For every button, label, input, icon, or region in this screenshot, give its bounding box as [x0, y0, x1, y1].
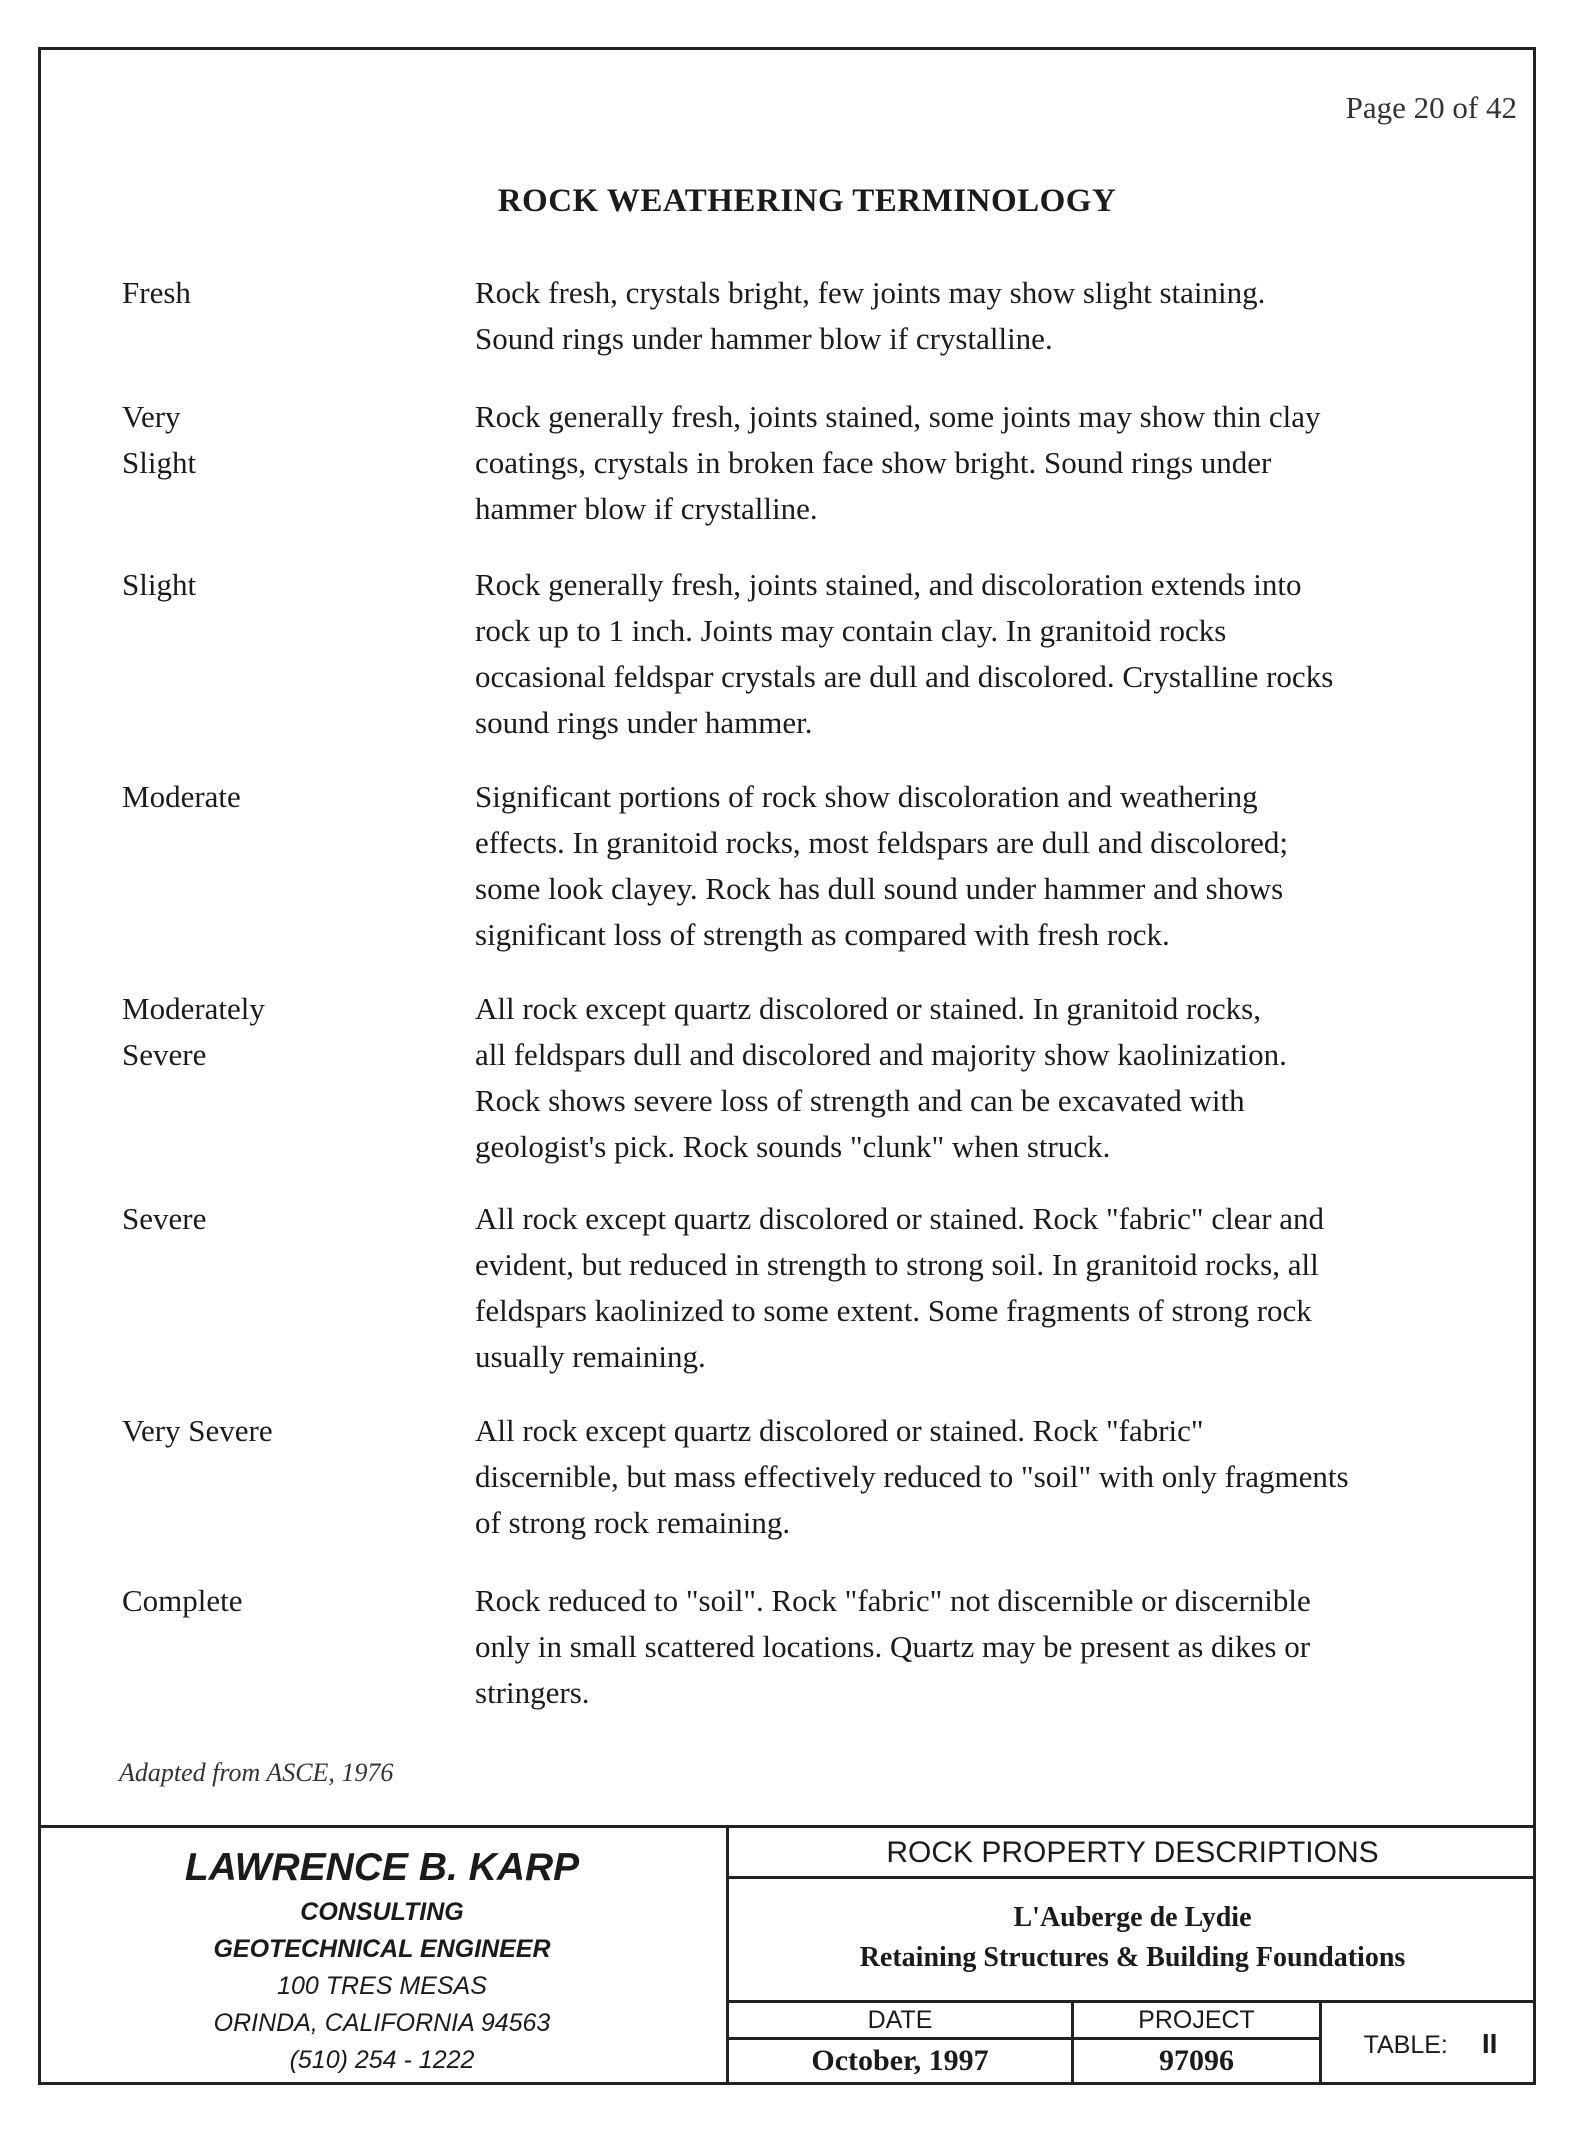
firm-line: (510) 254 - 1222: [289, 2046, 475, 2074]
term-label: Fresh: [122, 275, 191, 310]
date-label: DATE: [729, 2003, 1071, 2040]
term-description: Rock fresh, crystals bright, few joints may show slight staining. Sound rings under hammer blow if crystalline.: [475, 275, 1266, 356]
term-label: Moderately Severe: [122, 991, 265, 1072]
table-number: II: [1481, 2028, 1498, 2059]
source-note: Adapted from ASCE, 1976: [119, 1758, 394, 1787]
project-subtitle: Retaining Structures & Building Foundations: [859, 1942, 1406, 1973]
firm-info: [38, 1828, 726, 2085]
document-title: ROCK WEATHERING TERMINOLOGY: [497, 183, 1117, 219]
firm-name: LAWRENCE B. KARP: [184, 1846, 580, 1889]
term-description: All rock except quartz discolored or stained. In granitoid rocks, all feldspars dull and discolored and majority show kaolinization. Rock shows severe loss of strength and can be excavated with geologist's pick. Rock sounds "clunk" when struck.: [475, 991, 1287, 1164]
term-label: Moderate: [122, 779, 241, 814]
term-label: Very Severe: [122, 1413, 273, 1448]
project-number: 97096: [1159, 2044, 1234, 2077]
table-cell: [1322, 2003, 1539, 2085]
project-name: L'Auberge de Lydie: [1013, 1902, 1252, 1933]
term-label: Severe: [122, 1201, 207, 1236]
page-number: Page 20 of 42: [1345, 90, 1517, 125]
sheet-title: ROCK PROPERTY DESCRIPTIONS: [729, 1828, 1536, 1879]
project-info: [729, 1880, 1536, 2003]
firm-line: GEOTECHNICAL ENGINEER: [213, 1935, 551, 1963]
firm-line: CONSULTING: [300, 1898, 464, 1926]
firm-line: ORINDA, CALIFORNIA 94563: [213, 2009, 551, 2037]
term-description: All rock except quartz discolored or stained. Rock "fabric" clear and evident, but reduced in strength to strong soil. In granitoid rocks, all feldspars kaolinized to some extent. Some fragments of strong rock usually remaining.: [475, 1201, 1325, 1374]
term-description: Rock generally fresh, joints stained, some joints may show thin clay coatings, crystals in broken face show bright. Sound rings under hammer blow if crystalline.: [475, 399, 1321, 526]
sheet-info: [726, 1828, 1536, 2085]
term-label: Slight: [122, 567, 197, 602]
date-value: October, 1997: [811, 2044, 989, 2077]
term-label: Complete: [122, 1583, 243, 1618]
title-block: [38, 1825, 1536, 2085]
project-number-cell: [1074, 2003, 1322, 2085]
term-label: Very Slight: [122, 399, 197, 480]
term-description: Rock generally fresh, joints stained, and discoloration extends into rock up to 1 inch. Joints may contain clay. In granitoid rocks occasional feldspar crystals are dull and discolored. Crystalline rocks sound rings under hammer.: [475, 567, 1334, 740]
page-frame: [38, 47, 1536, 2085]
term-description: Significant portions of rock show discoloration and weathering effects. In granitoid rocks, most feldspars are dull and discolored; some look clayey. Rock has dull sound under hammer and shows significant loss of strength as compared with fresh rock.: [475, 779, 1288, 952]
term-description: All rock except quartz discolored or stained. Rock "fabric" discernible, but mass effectively reduced to "soil" with only fragments of strong rock remaining.: [475, 1413, 1349, 1540]
project-label: PROJECT: [1074, 2003, 1319, 2040]
date-cell: [729, 2003, 1074, 2085]
table-label: TABLE:: [1363, 2031, 1448, 2059]
firm-line: 100 TRES MESAS: [277, 1972, 487, 2000]
term-description: Rock reduced to "soil". Rock "fabric" not discernible or discernible only in small scattered locations. Quartz may be present as dikes or stringers.: [475, 1583, 1311, 1710]
